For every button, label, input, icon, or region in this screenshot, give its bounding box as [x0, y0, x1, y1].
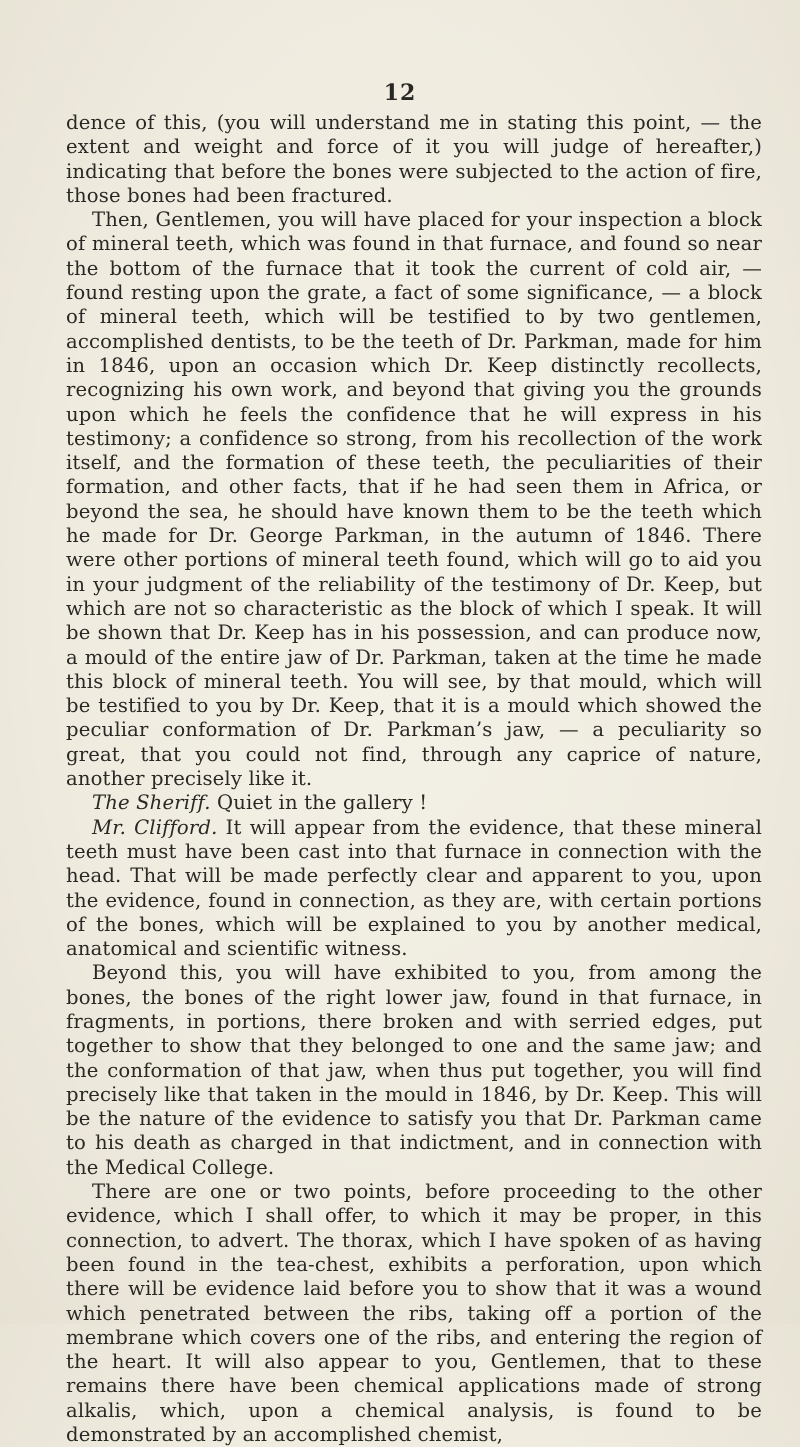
speaker-name: Mr. Clifford.	[92, 815, 218, 839]
paragraph-clifford	[66, 816, 762, 962]
paragraph-text: dence of this, (you will understand me in stating this point, — the extent and weight and force of it you will judge of hereafter,) indicating that before the bones were subjected to the action of fire, those bones had been fractured.	[66, 111, 762, 207]
paragraph-jaw-bones	[66, 961, 762, 1180]
paragraph-mineral-teeth	[66, 208, 762, 791]
page-number: 12	[383, 80, 417, 106]
paragraph-thorax	[66, 1180, 762, 1447]
paragraph-text: It will appear from the evidence, that these mineral teeth must have been cast into that furnace in connection with the head. That will be made perfectly clear and apparent to you, upon the evidence, found in connection, as they are, with certain portions of the bones, which will be explained to you by another medical, anatomical and scientific witness.	[66, 815, 762, 961]
paragraph-text: There are one or two points, before proceeding to the other evidence, which I shall offer, to which it may be proper, in this connection, to advert. The thorax, which I have spoken of as having been found in the tea-chest, exhibits a perforation, upon which there will be evidence laid before you to show that it was a wound which penetrated between the ribs, taking off a portion of the membrane which covers one of the ribs, and entering the region of the heart. It will also appear to you, Gentlemen, that to these remains there have been chemical applications made of strong alkalis, which, upon a chemical analysis, is found to be demonstrated by an accomplished chemist,	[66, 1180, 762, 1447]
paragraph-text: Quiet in the gallery !	[217, 791, 428, 815]
speaker-name: The Sheriff.	[92, 791, 211, 815]
paragraph-text: Then, Gentlemen, you will have placed for your inspection a block of mineral teeth, which was found in that furnace, and found so near the bottom of the furnace that it took the current of cold air, — found resting upon the grate, a fact of some significance, — a block of mineral teeth, which will be testified to by two gentlemen, accomplished dentists, to be the teeth of Dr. Parkman, made for him in 1846, upon an occasion which Dr. Keep distinctly recollects, recognizing his own work, and beyond that giving you the grounds upon which he feels the confidence that he will express in his testimony; a confidence so strong, from his recollection of the work itself, and the formation of these teeth, the peculiarities of their formation, and other facts, that if he had seen them in Africa, or beyond the sea, he should have known them to be the teeth which he made for Dr. George Parkman, in the autumn of 1846. There were other portions of mineral teeth found, which will go to aid you in your judgment of the reliability of the testimony of Dr. Keep, but which are not so characteristic as the block of which I speak. It will be shown that Dr. Keep has in his possession, and can produce now, a mould of the entire jaw of Dr. Parkman, taken at the time he made this block of mineral teeth. You will see, by that mould, which will be testified to you by Dr. Keep, that it is a mould which showed the peculiar conformation of Dr. Parkman’s jaw, — a peculiarity so great, that you could not find, through any caprice of nature, another precisely like it.	[66, 208, 762, 791]
page-body	[66, 111, 762, 1447]
paragraph-text: Beyond this, you will have exhibited to you, from among the bones, the bones of the right lower jaw, found in that furnace, in fragments, in portions, there broken and with serried edges, put together to show that they belonged to one and the same jaw; and the conformation of that jaw, when thus put together, you will find precisely like that taken in the mould in 1846, by Dr. Keep. This will be the nature of the evidence to satisfy you that Dr. Parkman came to his death as charged in that indictment, and in connection with the Medical College.	[66, 961, 762, 1179]
paragraph-continuation	[66, 111, 762, 208]
paragraph-sheriff	[66, 791, 762, 815]
